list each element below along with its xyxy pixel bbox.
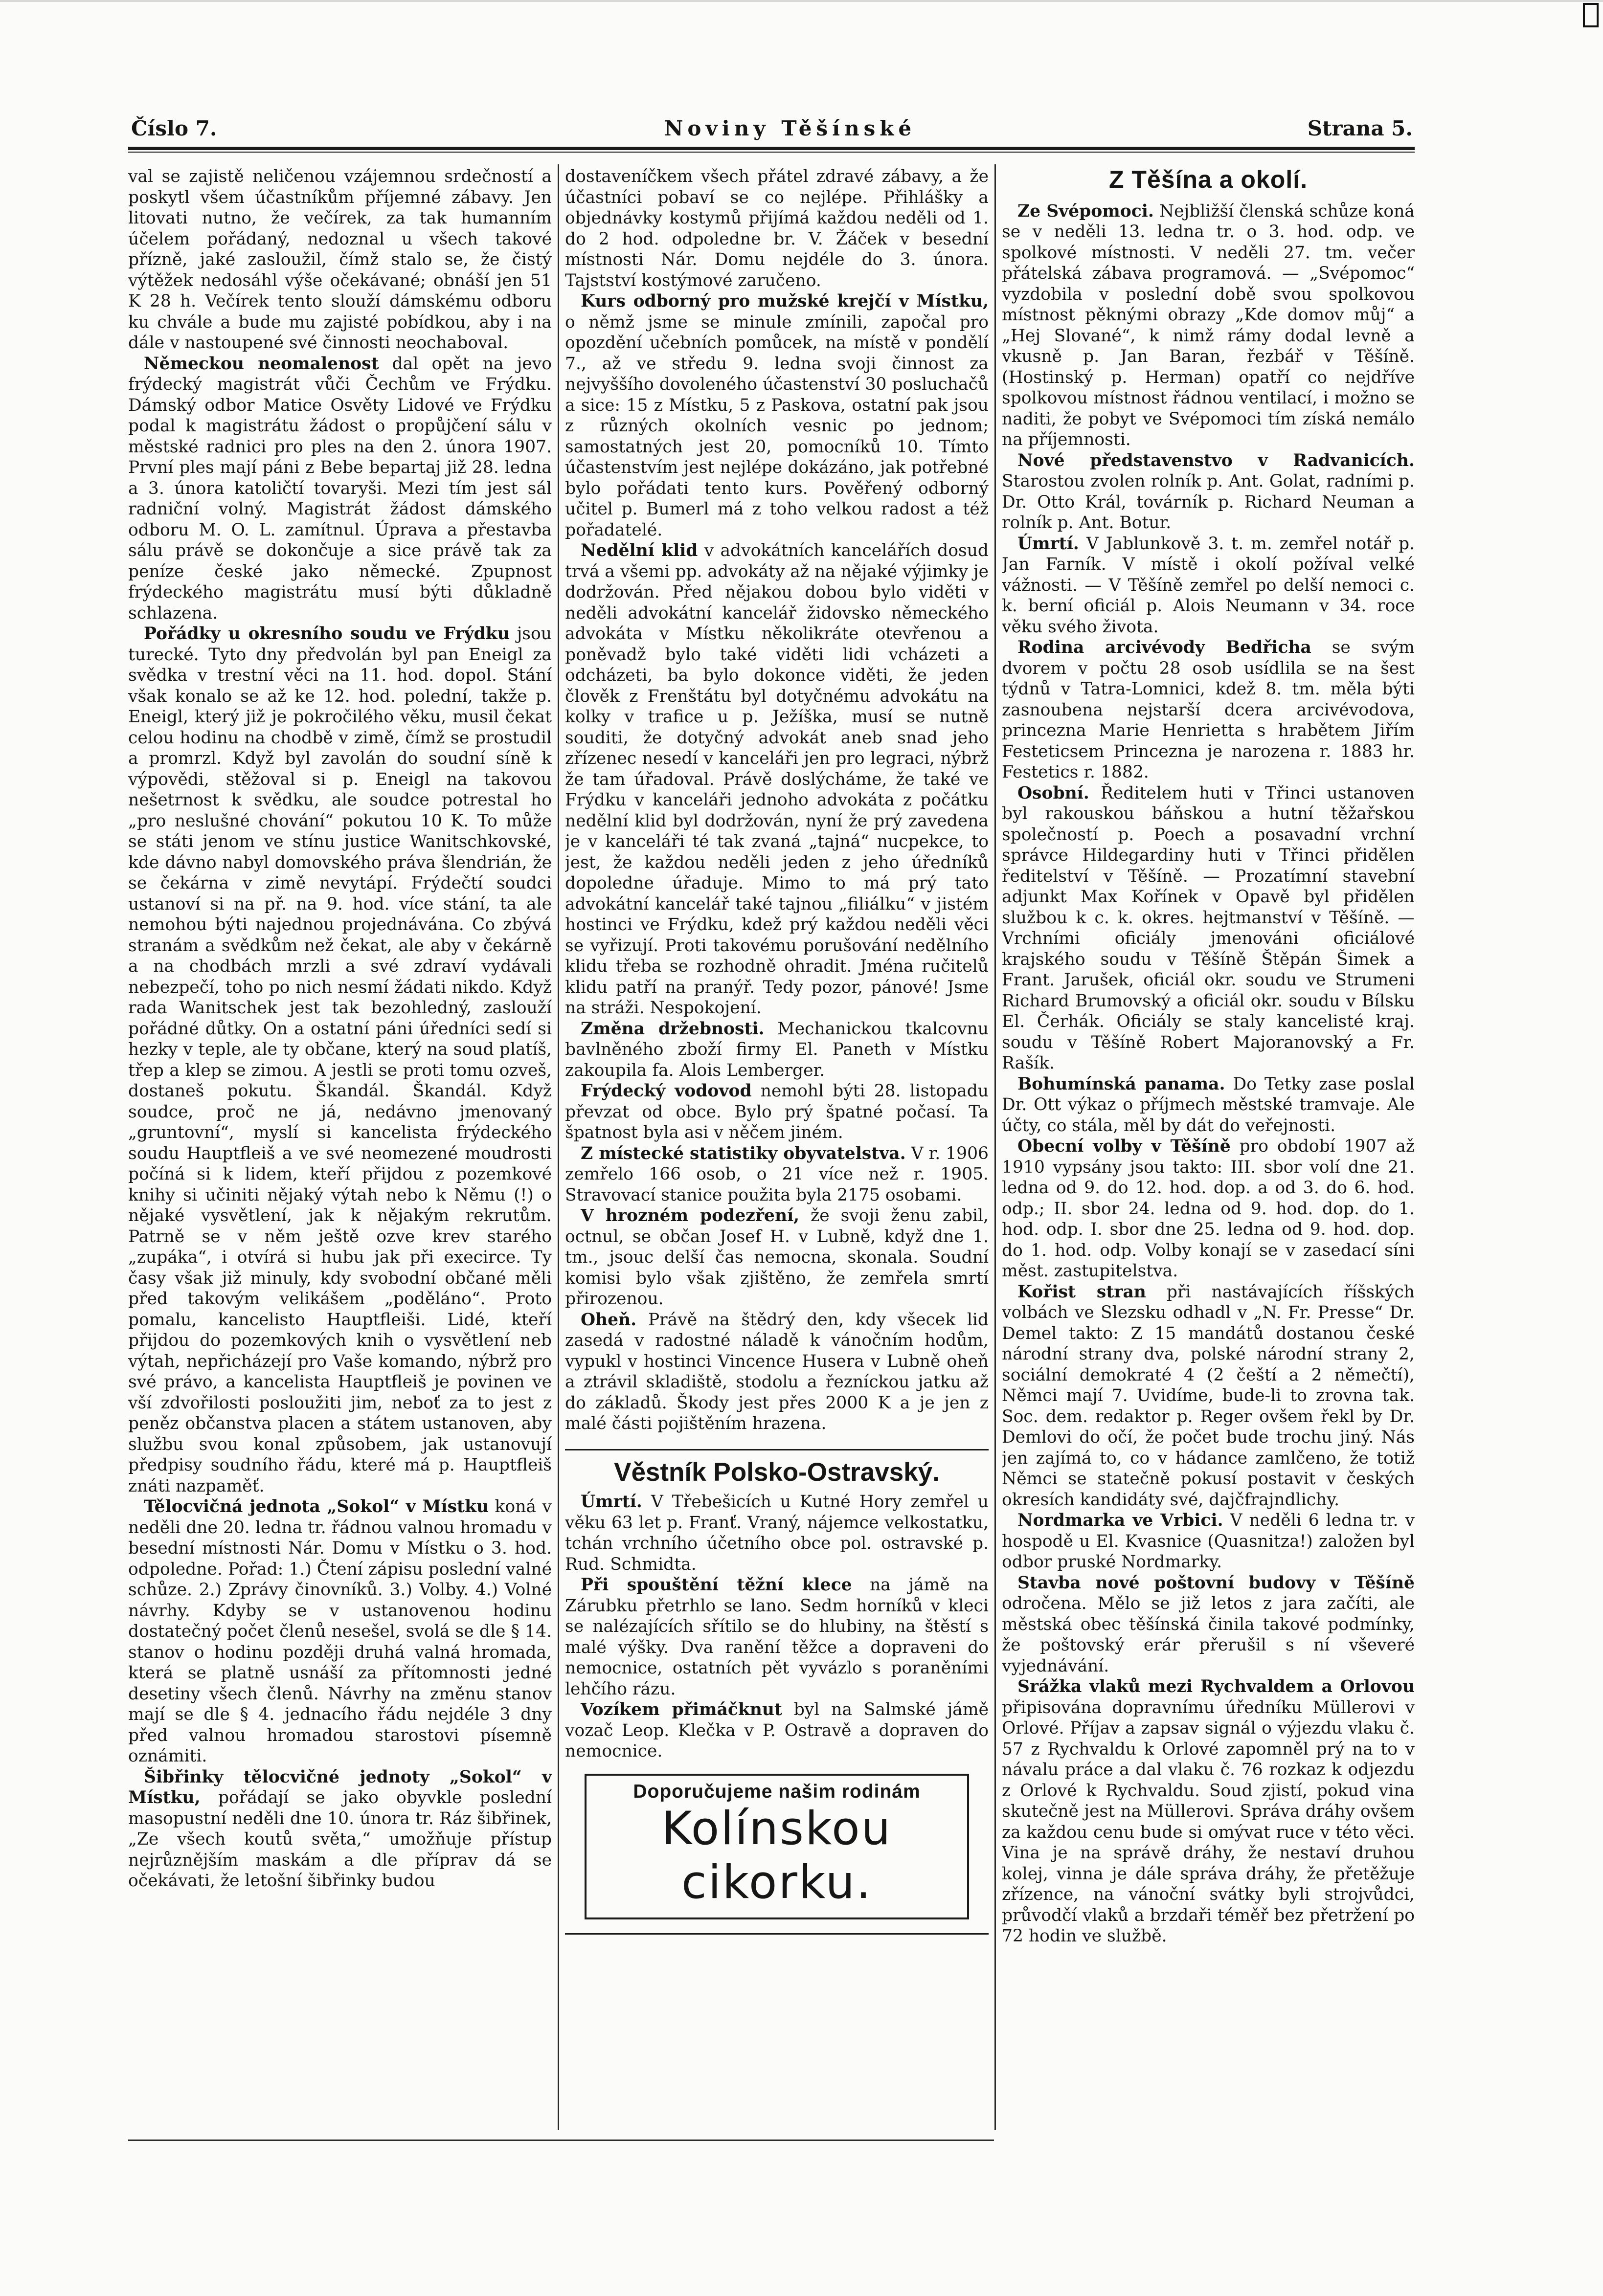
article-paragraph: val se zajistě neličenou vzájemnou srdečností a poskytl všem účastníkům příjemné zábavy. Jen litovati nutno, že večírek, za tak humanním účelem pořádaný, nedoznal u všech takové přízně, jaké zasloužil, čímž stalo se, že čistý výtěžek nedosáhl výše očekávané; obnáší jen 51 K 28 h. Večírek tento slouží dámskému odboru ku chvále a bude mu zajisté pobídkou, aby i na dále v nastoupené své činnosti neochaboval.	[128, 167, 552, 353]
article-lead: Osobní.	[1017, 783, 1089, 803]
article-lead: Šibřinky tělocvičné jednoty „Sokol“ v Místku,	[128, 1767, 552, 1807]
newspaper-title: Noviny Těšínské	[664, 116, 916, 140]
header-rule-thin	[128, 152, 1415, 153]
article-paragraph: V hrozném podezření, že svoji ženu zabil, octnul, se občan Josef H. v Lubně, když dne 1. tm., jsouc delší čas nemocna, skonala. Soudní komisi bylo však zjištěno, že zemřela smrtí přirozenou.	[565, 1206, 989, 1309]
page-header	[131, 116, 1413, 151]
article-paragraph: Šibřinky tělocvičné jednoty „Sokol“ v Místku, pořádají se jako obyvkle poslední masopustní neděli dne 10. února tr. Ráz šibřinek, „Ze všech koutů světa,“ umožňuje přístup nejrůznějším maskám a dle příprav dá se očekávati, že letošní šibřinky budou	[128, 1767, 552, 1891]
article-lead: Kořist stran	[1017, 1282, 1146, 1302]
column-2	[565, 166, 989, 2132]
column-divider	[994, 164, 996, 2130]
article-paragraph: Úmrtí. V Třebešicích u Kutné Hory zemřel u věku 63 let p. Franť. Vraný, nájemce velkostatku, tchán vrchního účetního obce pol. ostravské p. Rud. Schmidta.	[565, 1492, 989, 1574]
article-lead: Úmrtí.	[1017, 534, 1079, 554]
article-paragraph: dostaveníčkem všech přátel zdravé zábavy, a že účastníci pobaví se co nejlépe. Přihlášky a objednávky kostymů přijímá každou neděli od 1. do 2 hod. odpoledne br. V. Žáček v besední místnosti Nár. Domu nejdéle do 3. února. Tajstství kostýmové zaručeno.	[565, 167, 989, 290]
article-paragraph: Frýdecký vodovod nemohl býti 28. listopadu převzat od obce. Bylo prý špatné počasí. Ta špatnost byla asi v něčem jiném.	[565, 1081, 989, 1142]
article-lead: Změna držebnosti.	[581, 1019, 765, 1039]
article-paragraph: Kurs odborný pro mužské krejčí v Místku, o němž jsme se minule zmínili, započal pro opozdění učebních pomůcek, na místě v pondělí 7., až ve středu 9. ledna svoji činnost za nejvyššího dovoleného účastenství 30 posluchačů a sice: 15 z Místku, 5 z Paskova, ostatní pak jsou z různých okolních vesnic po jednom; samostatných jest 20, pomocníků 10. Tímto účastenstvím jest nejlépe dokázáno, jak potřebné bylo pořádati tento kurs. Pověřený odborný učitel p. Bumerl má z toho velkou radost a též pořadatelé.	[565, 291, 989, 540]
column-1	[128, 166, 552, 2132]
article-lead: Nordmarka ve Vrbici.	[1017, 1511, 1223, 1530]
article-paragraph: Vozíkem přimáčknut byl na Salmské jámě vozač Leop. Klečka v P. Ostravě a dopraven do nemocnice.	[565, 1700, 989, 1761]
article-paragraph: Nedělní klid v advokátních kancelářích dosud trvá a všemi pp. advokáty až na nějaké výjimky je dodržován. Před nějakou dobou bylo viděti v neděli advokátní kancelář židovsko německého advokáta v Místku několikráte otevřenou a poněvadž bylo také viděti lidi vcházeti a odcházeti, ba bylo dokonce viděti, že jeden člověk z Frenštátu byl dotyčnému advokátu na kolky v trafice u p. Ježíška, musí se nutně souditi, že dotyčný advokát aneb snad jeho zřízenec nesedí v kanceláři jen pro legraci, nýbrž že tam úřadoval. Právě doslýcháme, že také ve Frýdku v kanceláři jednoho advokáta z počátku nedělní klid byl dodržován, nyní že prý zavedena je v kanceláři té tak zvaná „tajná“ nucpekce, to jest, že každou neděli jeden z jeho úředníků dopoledne úřaduje. Mimo to má prý tato advokátní kancelář také tajnou „filiálku“ v jistém hostinci ve Frýdku, kdež prý každou neděli věci se vyřizují. Proti takovému porušování nedělního klidu třeba se rozhodně ohradit. Jména ručitelů klidu patří na pranýř. Tedy pozor, pánové! Jsme na stráži. Nespokojení.	[565, 541, 989, 1018]
corner-crop-mark	[1583, 3, 1599, 27]
article-paragraph: Stavba nové poštovní budovy v Těšíně odročena. Mělo se již letos z jara začíti, ale městská obec těšínská činila takové podmínky, že poštovský erár přerušil s ní vševeré vyjednávání.	[1002, 1573, 1415, 1676]
page-top-edge	[0, 0, 1603, 2]
article-paragraph: Změna držebnosti. Mechanickou tkalcovnu bavlněného zboží firmy El. Paneth v Místku zakoupila fa. Alois Lemberger.	[565, 1019, 989, 1080]
article-paragraph: Nové představenstvo v Radvanicích. Starostou zvolen rolník p. Ant. Golat, radními p. Dr. Otto Král, továrník p. Richard Neuman a rolník p. Ant. Botur.	[1002, 450, 1415, 533]
article-lead: Vozíkem přimáčknut	[581, 1700, 782, 1719]
section-title-vestnik: Věstník Polsko-Ostravský.	[614, 1457, 940, 1487]
article-paragraph: Kořist stran při nastávajících říšských volbách ve Slezsku odhadl v „N. Fr. Presse“ Dr. Demel takto: Z 15 mandátů dostanou české národní strany dva, polské národní strany 2, sociální demokraté 4 (2 čeští a 2 němečtí), Němci mají 7. Uvidíme, bude-li to zrovna tak. Soc. dem. redaktor p. Reger ovšem řekl by Dr. Demlovi do očí, že počet bude trochu jiný. Nás jen zajímá to, co v hádance zamlčeno, že totiž Němci se statečně pokusí postavit v českých okresích kandidáty své, dajčfrajndlichy.	[1002, 1282, 1415, 1510]
column-divider	[558, 164, 559, 2130]
bottom-rule	[128, 2140, 994, 2141]
advertisement	[585, 1774, 969, 1920]
article-paragraph: Srážka vlaků mezi Rychvaldem a Orlovou připisována dopravnímu úředníku Müllerovi v Orlové. Příjav a zapsav signál o výjezdu vlaku č. 57 z Rychvaldu k Orlové zapomněl prý na to v návalu práce a dal vlaku č. 76 rozkaz k odjezdu z Orlové k Rychvaldu. Soud zjistí, pokud vina skutečně jest na Müllerovi. Správa dráhy ovšem za každou cenu bude si omývat ruce v této věci. Vina je na správě dráhy, že nestaví druhou kolej, vinna je dále správa dráhy, že přetěžuje zřízence, na vánoční svátky byli strojvůdci, průvodčí vlaků a brzdaři téměř bez přetržení po 72 hodin ve službě.	[1002, 1677, 1415, 1946]
article-lead: Z místecké statistiky obyvatelstva.	[581, 1143, 906, 1163]
article-paragraph: Obecní volby v Těšíně pro období 1907 až 1910 vypsány jsou takto: III. sbor volí dne 21. ledna od 9. do 12. hod. dop. a od 3. do 6. hod. odp.; II. sbor 24. ledna od 9. hod. dop. do 1. hod. odp. I. sbor dne 25. ledna od 9. hod. dop. do 1. hod. odp. Volby konají se v zasedací síni měst. zastupitelstva.	[1002, 1137, 1415, 1281]
article-lead: Obecní volby v Těšíně	[1017, 1137, 1231, 1156]
article-lead: Nedělní klid	[581, 541, 698, 560]
article-paragraph: Pořádky u okresního soudu ve Frýdku jsou turecké. Tyto dny předvolán byl pan Eneigl za svědka v trestní věci na 11. hod. dopol. Stání však konalo se až ke 12. hod. polední, takže p. Eneigl, který již je pokročilého věku, musil čekat celou hodinu na chodbě v zimě, čímž se prostudil a promrzl. Když byl zavolán do soudní síně k výpovědi, stěžoval si p. Eneigl na takovou nešetrnost k svědku, ale soudce potrestal ho „pro neslušné chování“ pokutou 10 K. To může se státi jenom ve stínu justice Wanitschkovské, kde dávno nabyl domovského práva šlendrián, že se čekárna v zimě nevytápí. Frýdečtí soudci ustanoví si na př. na 9. hod. více stání, ta ale nemohou býti najednou projednávána. Co zbývá stranám a svědkům než čekat, ale aby v čekárně a na chodbách mrzli a své zdraví vydávali nebezpečí, toho po nich nesmí žádati nikdo. Když rada Wanitschek jest tak bezohledný, zaslouží pořádné důtky. On a ostatní páni úředníci sedí si hezky v teple, ale ty občane, který na soud platíš, třep a klep se zimou. A jestli se proti tomu ozveš, dostaneš pokutu. Škandál. Škandál. Když soudce, proč ne já, nedávno jmenovaný „gruntovní“, myslí si kancelista frýdeckého soudu Hauptfleiš a ve své neomezené moudrosti počíná si k lidem, kteří přijdou z pozemkové knihy si učiniti nějaký výtah nebo k Němu (!) o nějaké vysvětlení, jak k nějakým rekrutům. Patrně se v něm ještě ozve krev starého „zupáka“, i otvírá si hubu jak při execirce. Ty časy však již minuly, kdy svobodní občané měli před takovým velikášem „poděláno“. Proto pomalu, kancelisto Hauptfleiši. Lidé, kteří přijdou do pozemkových knih o vysvětlení neb výtah, nepřicházejí pro Vaše komando, nýbrž pro své právo, a kancelista Hauptfleiš je povinen ve vší zdvořilosti posloužiti jim, neboť za to jest z peněz občanstva placen a státem ustanoven, aby službu svou konal způsobem, jak ustanovují předpisy soudního řádu, které má p. Hauptfleiš znáti nazpaměť.	[128, 624, 552, 1496]
article-lead: Rodina arcivévody Bedřicha	[1017, 638, 1311, 657]
article-lead: Srážka vlaků mezi Rychvaldem a Orlovou	[1017, 1677, 1415, 1696]
article-paragraph: Úmrtí. V Jablunkově 3. t. m. zemřel notář p. Jan Farník. V místě i okolí požíval velké vážnosti. — V Těšíně zemřel po delší nemoci c. k. berní oficiál p. Alois Neumann v 34. roce věku svého života.	[1002, 534, 1415, 637]
article-lead: Tělocvičná jednota „Sokol“ v Místku	[144, 1497, 489, 1516]
article-lead: Bohumínská panama.	[1017, 1074, 1225, 1094]
article-lead: Ze Svépomoci.	[1017, 201, 1154, 221]
article-paragraph: Při spouštění těžní klece na jámě na Zárubku přetrhlo se lano. Sedm horníků v kleci se nalézajících sřítilo se do hlubiny, na štěstí s malé výšky. Dva ranění těžce a dopraveni do nemocnice, ostatních pět vyvázlo s poraněními lehčího rázu.	[565, 1575, 989, 1699]
article-lead: Nové představenstvo v Radvanicích.	[1017, 450, 1415, 470]
section-title-local: Z Těšína a okolí.	[1109, 166, 1308, 193]
article-lead: Frýdecký vodovod	[581, 1081, 752, 1101]
article-paragraph: Rodina arcivévody Bedřicha se svým dvorem v počtu 28 osob usídlila se na šest týdnů v Tatra-Lomnici, kdež 8. tm. měla býti zasnoubena nejstarší dcera arcivévodova, princezna Marie Henrietta s hrabětem Jiřím Festeticsem Princezna je narozena r. 1883 hr. Festetics r. 1882.	[1002, 638, 1415, 782]
header-rule	[128, 147, 1415, 150]
article-lead: Německou neomalenost	[144, 354, 379, 374]
article-paragraph: Tělocvičná jednota „Sokol“ v Místku koná v neděli dne 20. ledna tr. řádnou valnou hromadu v besední místnosti Nár. Domu v Místku o 3. hod. odpoledne. Pořad: 1.) Čtení zápisu poslední valné schůze. 2.) Zprávy činovníků. 3.) Volby. 4.) Volné návrhy. Kdyby se v ustanovenou hodinu dostatečný počet členů nesešel, svolá se dle § 14. stanov o hodinu později druhá valná hromada, která se platně usnáší za přítomnosti jedné desetiny všech členů. Návrhy na změnu stanov mají se dle § 4. jednacího řádu nejdéle 3 dny před valnou hromadou starostovi písemně oznámiti.	[128, 1497, 552, 1766]
article-paragraph: Osobní. Ředitelem huti v Třinci ustanoven byl rakouskou báňskou a hutní těžařskou společností p. Poech a posavadní vrchní správce Hildegardiny huti v Třinci přidělen ředitelství v Těšíně. — Prozatímní stavební adjunkt Max Kořínek v Opavě byl přidělen službou k c. k. okres. hejtmanství v Těšíně. — Vrchními oficiály jmenováni oficiálové krajského soudu v Těšíně Štěpán Šimek a Frant. Jarušek, oficiál okr. soudu ve Strumeni Richard Brumovský a oficiál okr. soudu v Bílsku El. Čerhák. Oficiály se staly kancelisté kraj. soudu v Těšíně Robert Majoranovský a Fr. Rašík.	[1002, 783, 1415, 1073]
article-paragraph: Bohumínská panama. Do Tetky zase poslal Dr. Ott výkaz o příjmech městské tramvaje. Ale účty, co stála, měl by dát do veřejnosti.	[1002, 1074, 1415, 1136]
article-lead: Oheň.	[581, 1310, 637, 1330]
ad-rule	[565, 1933, 989, 1935]
ad-headline: Doporučujeme našim rodinám	[633, 1781, 921, 1802]
article-lead: Úmrtí.	[581, 1492, 642, 1512]
article-lead: Pořádky u okresního soudu ve Frýdku	[144, 624, 510, 644]
issue-number: Číslo 7.	[131, 116, 217, 140]
article-paragraph: Ze Svépomoci. Nejbližší členská schůze koná se v neděli 13. ledna tr. o 3. hod. odp. ve spolkové místnosti. V neděli 27. tm. večer přátelská zábava programová. — „Svépomoc“ vyzdobila v poslední době svou spolkovou místnost pěknými obrazy „Kde domov můj“ a „Hej Slované“, k nimž rámy dodal levně a vkusně p. Jan Baran, řezbář v Těšíně. (Hostinský p. Herman) opatří co nejdříve spolkovou místnost řádnou ventilací, i možno se naditi, že pobyt ve Svépomoci tím získá nemálo na příjemnosti.	[1002, 201, 1415, 449]
article-lead: Stavba nové poštovní budovy v Těšíně	[1017, 1573, 1415, 1593]
article-paragraph: Německou neomalenost dal opět na jevo frýdecký magistrát vůči Čechům ve Frýdku. Dámský odbor Matice Osvěty Lidové ve Frýdku podal k magistrátu žádost o propůjčení sálu v městské radnici pro ples na den 2. února 1907. První ples mají páni z Bebe bepartaj již 28. ledna a 3. února katoličtí tovaryši. Mezi tím jest sál radniční volný. Magistrát žádost dámského odboru M. O. L. zamítnul. Úprava a přestavba sálu právě se dokončuje a sice právě tak za peníze české jako německé. Zpupnost frýdeckého magistrátu musí býti důkladně schlazena.	[128, 354, 552, 623]
column-3	[1002, 166, 1415, 2132]
ad-product: Kolínskou cikorku.	[661, 1802, 892, 1909]
article-lead: Při spouštění těžní klece	[581, 1575, 852, 1595]
article-lead: V hrozném podezření,	[581, 1206, 800, 1226]
article-paragraph: Z místecké statistiky obyvatelstva. V r. 1906 zemřelo 166 osob, o 21 více než r. 1905. Stravovací stanice použita byla 2175 osobami.	[565, 1143, 989, 1205]
article-paragraph: Oheň. Právě na štědrý den, kdy všecek lid zasedá v radostné náladě k vánočním hodům, vypukl v hostinci Vincence Husera v Lubně oheň a ztrávil skladiště, stodolu a řezníckou jatku až do základů. Škody jest přes 2000 K a je jen z malé části pojištěním hrazena.	[565, 1310, 989, 1433]
section-rule	[565, 1449, 989, 1450]
article-lead: Kurs odborný pro mužské krejčí v Místku,	[581, 291, 989, 311]
page-number: Strana 5.	[1307, 116, 1413, 140]
article-paragraph: Nordmarka ve Vrbici. V neděli 6 ledna tr. v hospodě u El. Kvasnice (Quasnitza!) založen byl odbor pruské Nordmarky.	[1002, 1511, 1415, 1572]
